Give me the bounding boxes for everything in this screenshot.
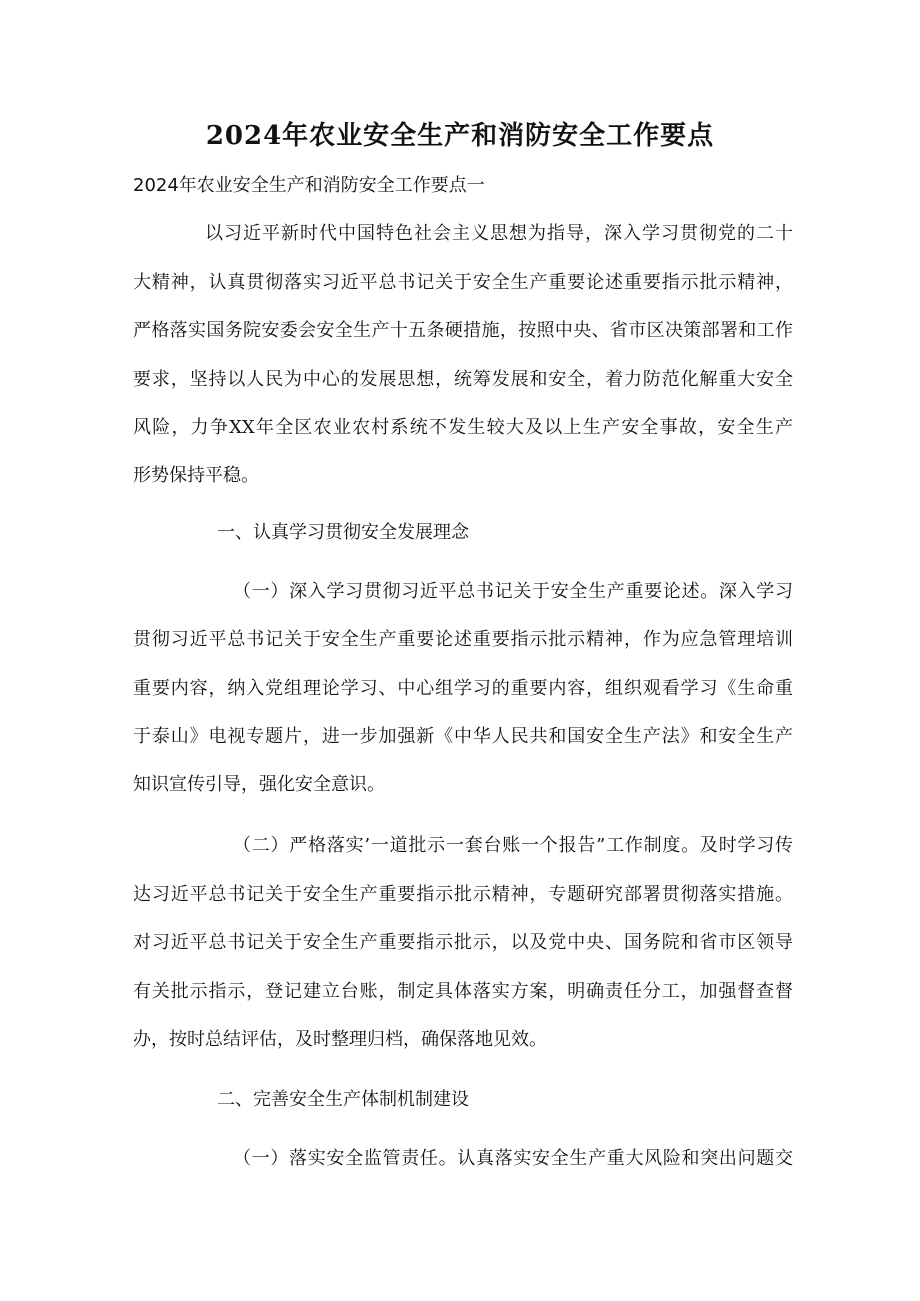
paragraph-line: 严格落实国务院安委会安全生产十五条硬措施，按照中央、省市区决策部署和工作 — [133, 320, 793, 341]
paragraph-line: 以习近平新时代中国特色社会主义思想为指导，深入学习贯彻党的二十 — [205, 223, 793, 244]
paragraph-line: （一）落实安全监管责任。认真落实安全生产重大风险和突出问题交 — [233, 1148, 793, 1169]
paragraph-line: 对习近平总书记关于安全生产重要指示批示，以及党中央、国务院和省市区领导 — [133, 932, 793, 953]
paragraph-line: 贯彻习近平总书记关于安全生产重要论述重要指示批示精神，作为应急管理培训 — [133, 629, 793, 650]
paragraph-line: （一）深入学习贯彻习近平总书记关于安全生产重要论述。深入学习 — [233, 581, 793, 602]
paragraph-line: 大精神，认真贯彻落实习近平总书记关于安全生产重要论述重要指示批示精神， — [133, 272, 793, 293]
paragraph-line: 风险，力争XX年全区农业农村系统不发生较大及以上生产安全事故，安全生产 — [133, 417, 793, 438]
paragraph-line: 知识宣传引导，强化安全意识。 — [133, 774, 385, 795]
paragraph-line: 重要内容，纳入党组理论学习、中心组学习的重要内容，组织观看学习《生命重 — [133, 678, 793, 699]
document-title: 2024年农业安全生产和消防安全工作要点 — [205, 121, 715, 151]
paragraph-line: 形势保持平稳。 — [133, 465, 259, 486]
paragraph-line: 要求，坚持以人民为中心的发展思想，统筹发展和安全，着力防范化解重大安全 — [133, 369, 793, 390]
section-heading: 一、认真学习贯彻安全发展理念 — [217, 522, 469, 543]
paragraph-line: 于泰山》电视专题片，进一步加强新《中华人民共和国安全生产法》和安全生产 — [133, 726, 793, 747]
paragraph-line: （二）严格落实’一道批示一套台账一个报告”工作制度。及时学习传 — [233, 835, 793, 856]
section-heading: 二、完善安全生产体制机制建设 — [217, 1089, 469, 1110]
paragraph-line: 办，按时总结评估，及时整理归档，确保落地见效。 — [133, 1029, 547, 1050]
paragraph-line: 达习近平总书记关于安全生产重要指示批示精神，专题研究部署贯彻落实措施。 — [133, 884, 793, 905]
paragraph-line: 有关批示指示，登记建立台账，制定具体落实方案，明确责任分工，加强督查督 — [133, 981, 793, 1002]
document-subtitle: 2024年农业安全生产和消防安全工作要点一 — [133, 175, 485, 196]
